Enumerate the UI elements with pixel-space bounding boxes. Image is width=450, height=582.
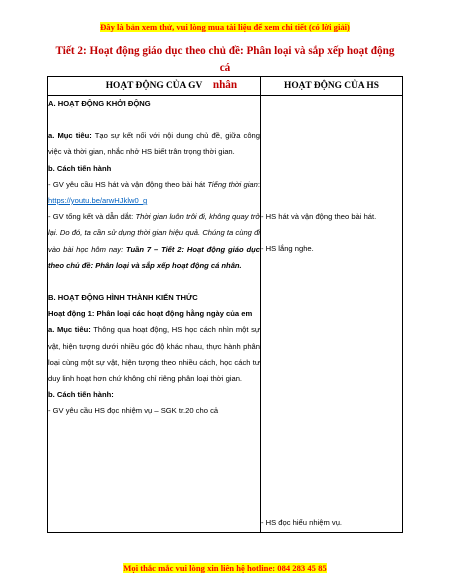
lesson-title-line-1: Tiết 2: Hoạt động giáo dục theo chủ đề: Phân loại và sắp xếp hoạt động cá <box>55 45 395 74</box>
section-b-goal <box>48 322 260 387</box>
goal-label: a. Mục tiêu: <box>48 325 91 335</box>
step-2-prefix: - GV tổng kết và dẫn dắt: <box>48 212 136 222</box>
step-2-italic: Thời gian luôn trôi đi, không quay trở lại. Do đó, ta cần sử dụng thời gian hiệu quả. Chúng ta cùng đi vào bài học hôm nay: <box>48 212 260 254</box>
student-activity-3: - HS đọc hiểu nhiệm vụ. <box>261 518 343 528</box>
hotline-banner-text: Mọi thắc mắc vui lòng xin liên hệ hotline: 084 283 45 85 <box>123 563 327 573</box>
teacher-activity-cell <box>48 96 261 533</box>
preview-banner <box>0 22 450 32</box>
goal-text: Tạo sự kết nối với nội dung chủ đề, giữa công việc và thời gian, nhắc nhở HS biết trân trọng thời gian. <box>48 131 260 157</box>
activity-1-title: Hoạt động 1: Phân loại các hoạt động hằng ngày của em <box>48 309 253 319</box>
section-a-goal <box>48 128 260 160</box>
hotline-banner <box>0 563 450 573</box>
header-teacher-activity: HOẠT ĐỘNG CỦA GV <box>48 77 261 96</box>
section-b-heading: B. HOẠT ĐỘNG HÌNH THÀNH KIẾN THỨC <box>48 293 198 303</box>
preview-banner-text: Đây là bản xem thử, vui lòng mua tài liệu để xem chi tiết (có lời giải) <box>100 22 350 32</box>
song-title: Tiếng thời gian <box>207 179 258 189</box>
lesson-title-line-2: nhân <box>212 79 238 91</box>
activity-table <box>47 76 403 533</box>
goal-text: Thông qua hoạt động, HS học cách nhìn một sự vật, hiện tượng dưới nhiều góc độ khác nhau, thực hành phân loại cùng một sự vật, hiện tượng theo nhiều cách, học cách tư duy linh hoạt hơn chứ không chỉ riêng phân loại thời gian. <box>48 325 260 384</box>
step-2-lesson-name: Tuần 7 – Tiết 2: Hoạt động giáo dục theo chủ đề: Phân loại và sắp xếp hoạt động cá nhân. <box>48 244 261 270</box>
step-1-text: - GV yêu cầu HS hát và vận động theo bài hát <box>48 179 208 189</box>
section-b-method: b. Cách tiến hành: <box>48 390 114 400</box>
table-header-row <box>48 77 403 96</box>
student-activity-2: - HS lắng nghe. <box>261 244 314 254</box>
student-activity-1: - HS hát và vận động theo bài hát. <box>261 212 377 221</box>
section-a-step-1 <box>48 177 260 209</box>
song-link[interactable]: https://youtu.be/arwHJklw0_g <box>48 196 148 206</box>
goal-label: a. Mục tiêu: <box>48 131 92 141</box>
step-1-colon: : <box>257 179 260 189</box>
table-row <box>48 96 403 533</box>
header-student-activity: HOẠT ĐỘNG CỦA HS <box>261 77 403 96</box>
student-activity-cell <box>261 96 403 533</box>
section-a-heading: A. HOẠT ĐỘNG KHỞI ĐỘNG <box>48 99 151 108</box>
section-b-step-1: - GV yêu cầu HS đọc nhiệm vụ – SGK tr.20 cho cả <box>48 406 219 416</box>
section-a-step-2 <box>48 209 260 274</box>
section-a-method: b. Cách tiến hành <box>48 163 112 173</box>
